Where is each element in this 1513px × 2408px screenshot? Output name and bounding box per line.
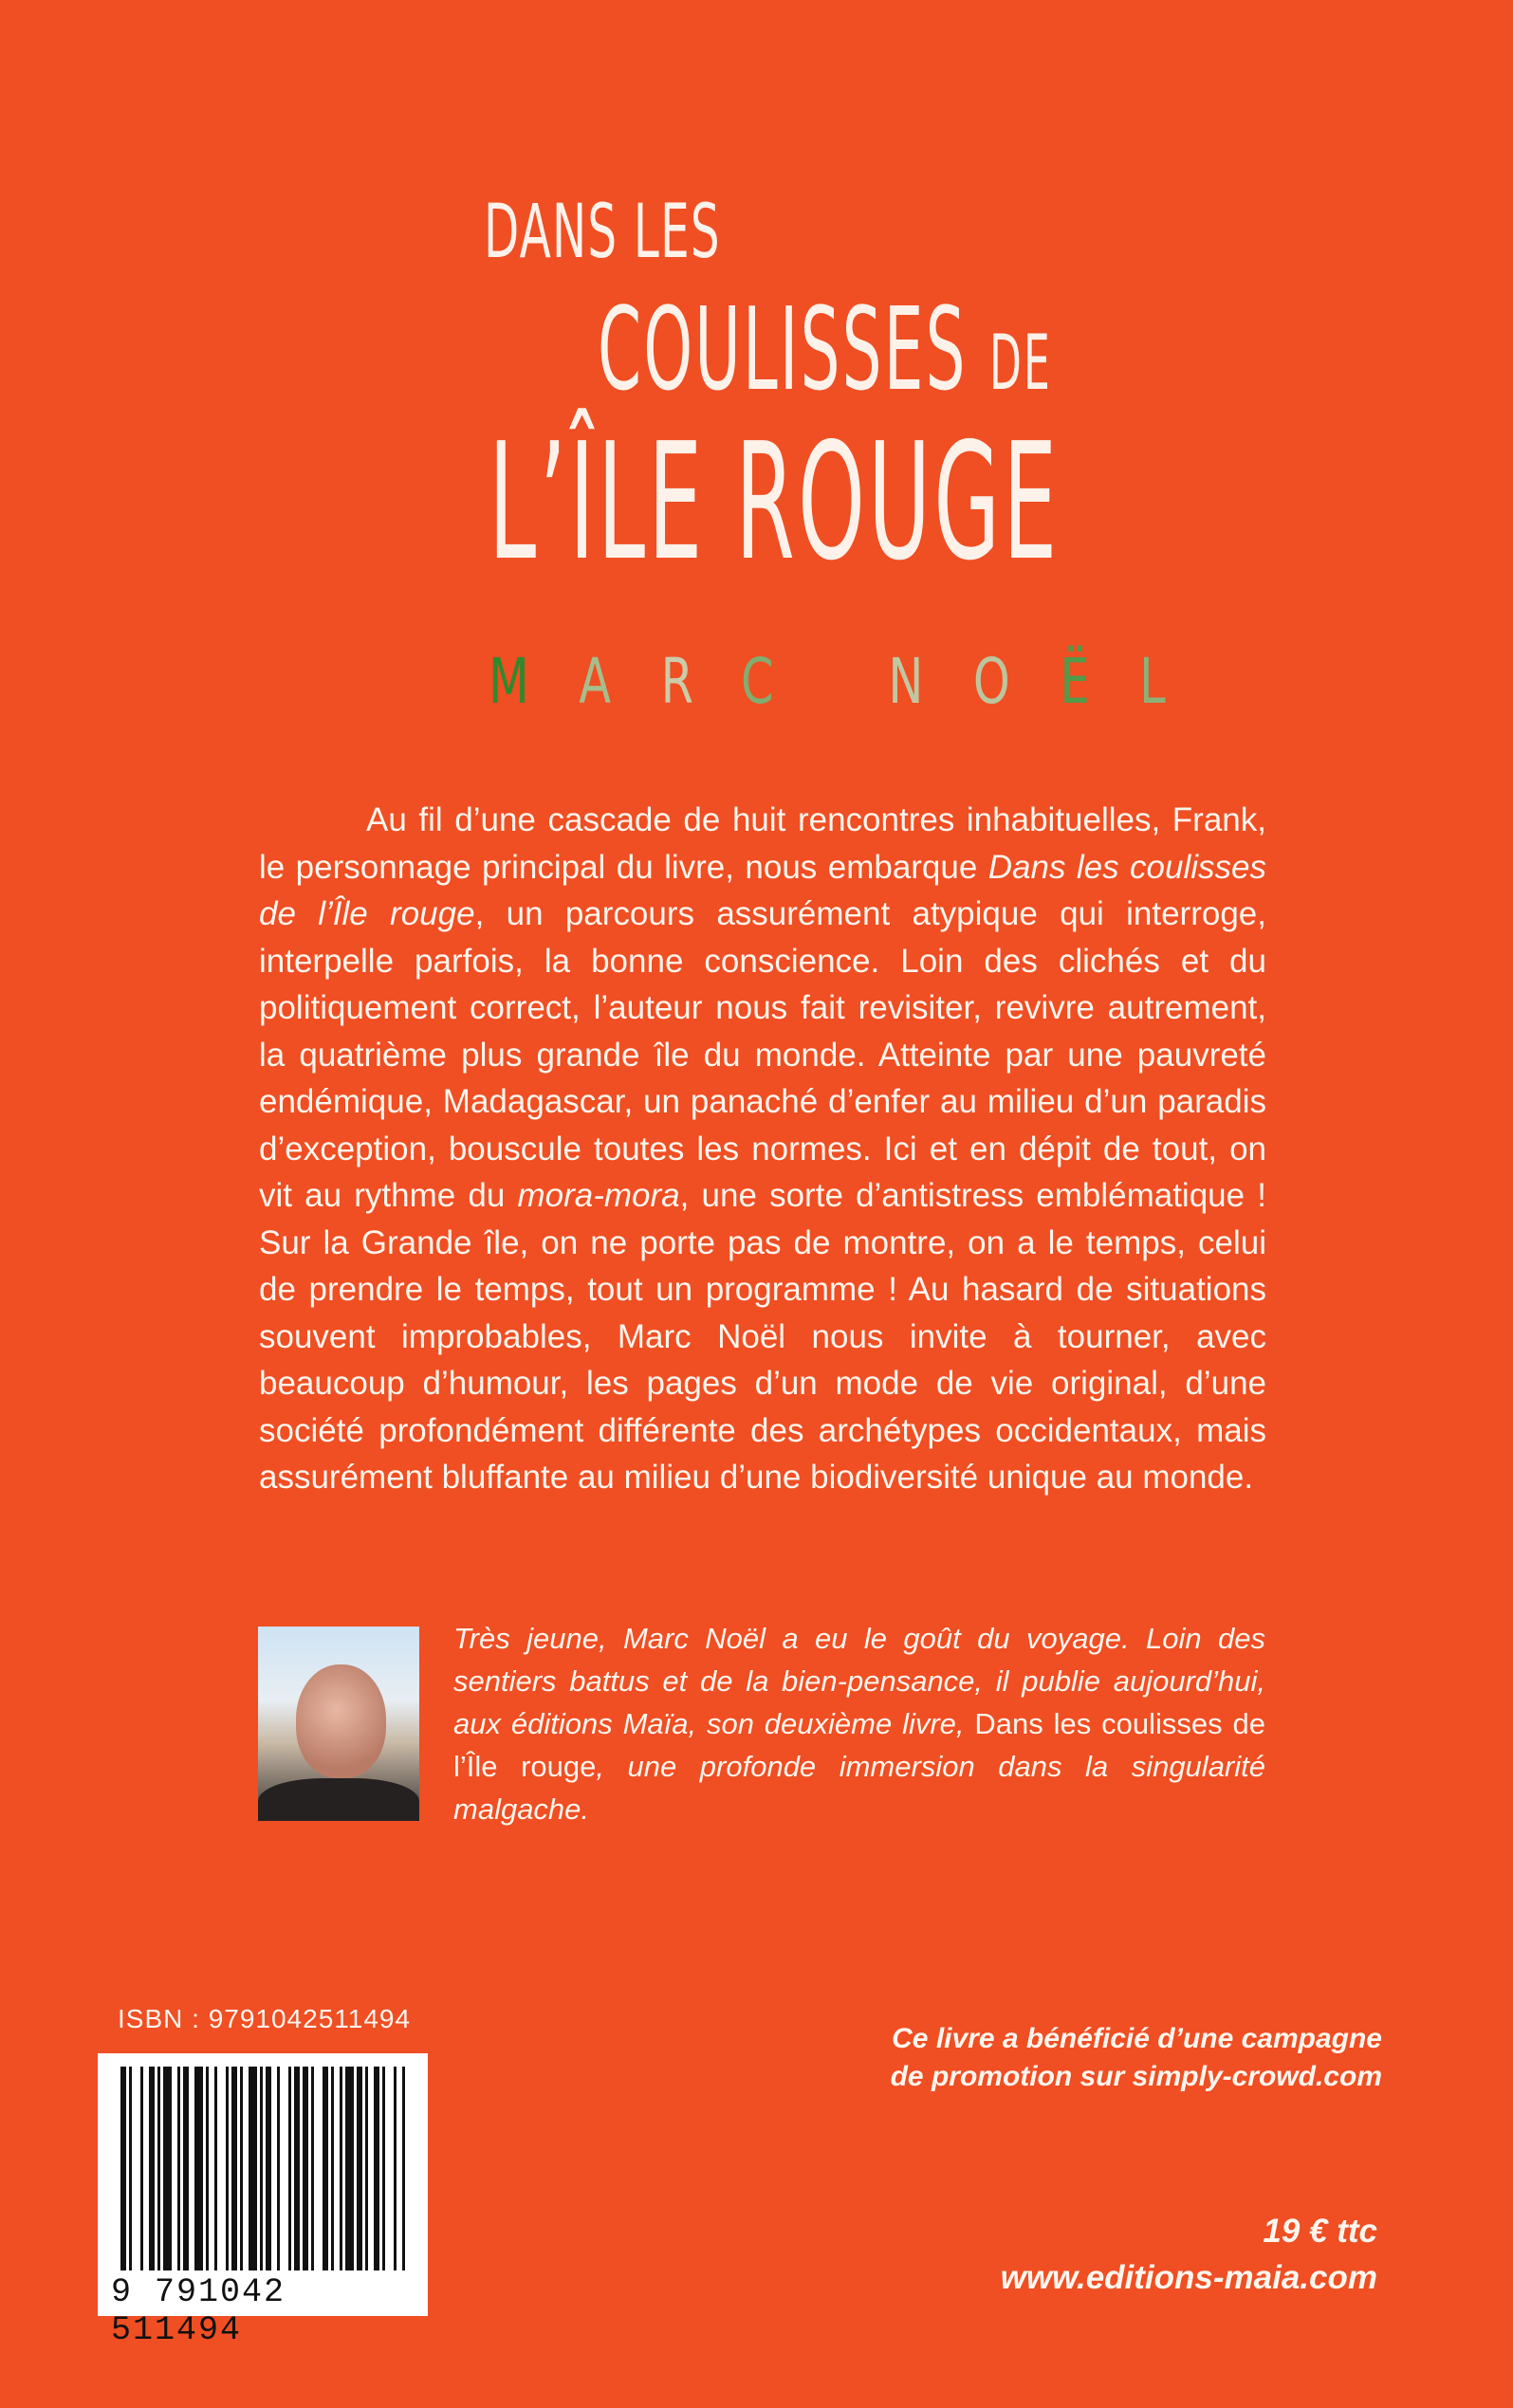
barcode-bar [374,2067,379,2270]
barcode-bar [365,2067,368,2270]
text-run: Dans les coulisses de l’Île rouge [453,1707,1265,1783]
barcode-bar [294,2067,300,2270]
author-photo-face [296,1664,386,1778]
title-line-2-main: COULISSES [598,285,968,416]
title-line-3: L’ÎLE ROUGE [489,409,1061,597]
barcode-bar [231,2067,237,2270]
barcode-bar [206,2067,209,2270]
text-run: , une sorte d’antistress emblématique ! Sur la Grande île, on ne porte pas de montre, on a le temps, celui de prendre le temps, tout un programme ! Au hasard de situations souvent improbables, Marc Noël nous invite à tourner, avec beaucoup d’humour, les pages d’un mode de vie original, d’une société profondément différente des archétypes occidentaux, mais assurément bluffante au milieu d’une biodiversité unique au monde. [259,1177,1266,1496]
price: 19 € ttc [1263,2213,1377,2250]
barcode-bar [157,2067,160,2270]
synopsis-text [259,797,1266,1501]
barcode-bars [98,2053,428,2281]
author-letter [823,645,888,718]
barcode-bar [240,2067,243,2270]
title-line-1: DANS LES [484,190,721,275]
barcode-bar [140,2067,143,2270]
barcode-bar [194,2067,203,2270]
author-letter: O [972,645,1061,718]
promo-note [851,2020,1382,2096]
barcode-bar [183,2067,189,2270]
barcode-bar [266,2067,271,2270]
author-letter: N [888,645,973,718]
italic-run: , une profonde immersion dans la singularité malgache. [453,1750,1265,1826]
author-letter: A [579,645,661,718]
author-photo [258,1627,419,1821]
barcode-bar [226,2067,229,2270]
barcode-bar [277,2067,280,2270]
barcode-bar [382,2067,385,2270]
author-letter: Ë [1060,645,1140,718]
italic-run: mora-mora [517,1177,680,1214]
author-letter: R [660,645,742,718]
barcode-bar [214,2067,217,2270]
barcode-bar [288,2067,291,2270]
author-letter: C [741,645,824,718]
barcode-bar [402,2067,405,2270]
italic-run: Dans les coulisses de l’Île rouge [259,848,1267,932]
text-run: Au fil d’une cascade de huit rencontres inhabituelles, Frank, le personnage principal du livre, nous embarque [259,801,1266,886]
promo-line-2: de promotion sur simply-crowd.com [890,2061,1382,2092]
barcode-digits: 9 791042 511494 [111,2273,286,2349]
title-line-2-small: DE [988,319,1053,407]
isbn-label: ISBN : 9791042511494 [118,2004,412,2033]
barcode-bar [323,2067,328,2270]
barcode-bar [311,2067,314,2270]
barcode-bar [249,2067,257,2270]
text-run: , un parcours assurément atypique qui interroge, interpelle parfois, la bonne conscience. Loin des clichés et du politiquement correct, l’auteur nous fait revisiter, revivre autrement, la quatrième plus grande île du monde. Atteinte par une pauvreté endémique, Madagascar, un panaché d’enfer au milieu d’un paradis d’exception, bouscule toutes les normes. Ici et en dépit de tout, on vit au rythme du [259,895,1266,1214]
barcode-bar [260,2067,263,2270]
author-photo-shirt [258,1778,419,1821]
barcode-bar [331,2067,334,2270]
barcode-bar [303,2067,308,2270]
barcode-bar [163,2067,172,2270]
barcode-bar [394,2067,397,2270]
title-line-2 [598,285,1052,416]
italic-run: Très jeune, Marc Noël a eu le goût du voyage. Loin des sentiers battus et de la bien-pensance, il publie aujourd’hui, aux éditions Maïa, son deuxième livre, [453,1622,1265,1740]
barcode-bar [177,2067,180,2270]
author-letter: L [1139,645,1216,718]
barcode-bar [357,2067,362,2270]
promo-line-1: Ce livre a bénéficié d’une campagne [892,2023,1382,2054]
author-name [489,645,1216,718]
barcode-bar [129,2067,132,2270]
publisher-website[interactable]: www.editions-maia.com [1000,2259,1377,2296]
barcode-bar [120,2067,126,2270]
barcode-bar [345,2067,354,2270]
isbn-barcode [98,2053,428,2349]
barcode-bar [149,2067,155,2270]
author-bio [453,1617,1265,1830]
author-letter: M [489,645,580,718]
barcode-bar [340,2067,342,2270]
